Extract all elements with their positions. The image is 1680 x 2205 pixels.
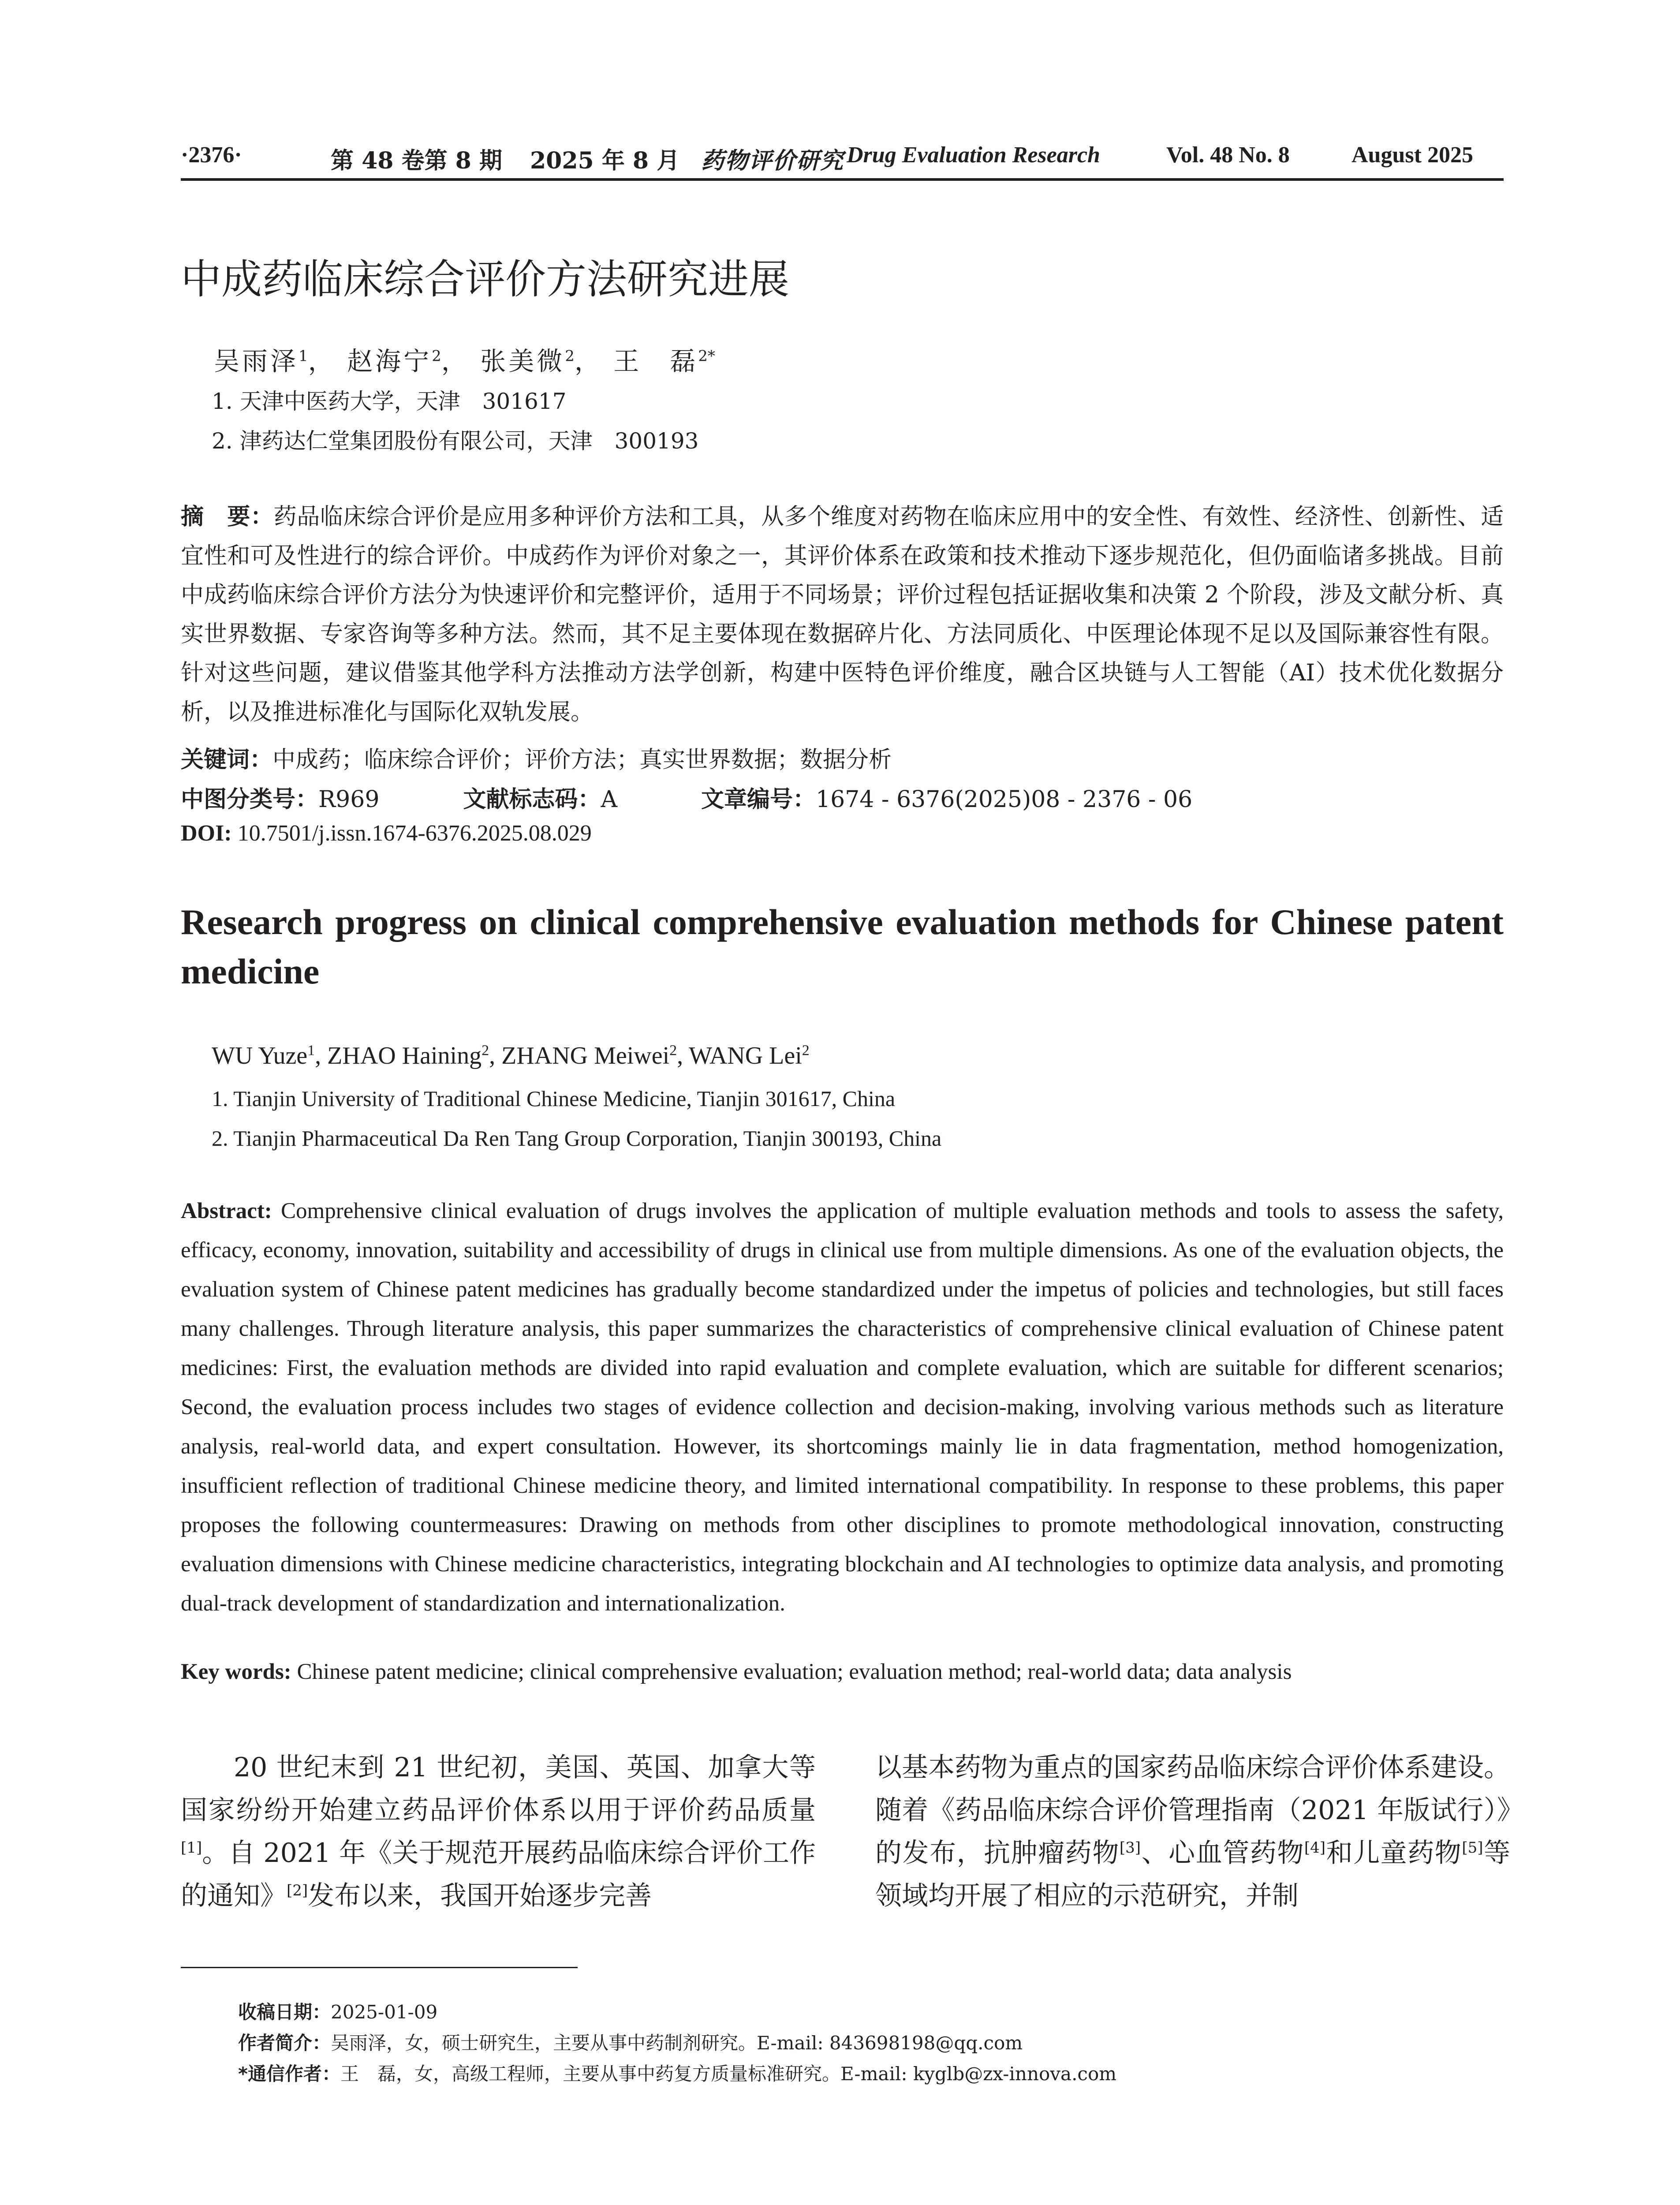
body-text: 、心血管药物 (1141, 1838, 1304, 1869)
received-label: 收稿日期： (238, 2001, 331, 2023)
article-no-label: 文章编号： (701, 786, 816, 813)
doi-label: DOI: (181, 821, 232, 846)
classification-line (181, 781, 1192, 814)
title-cn: 中成药临床综合评价方法研究进展 (181, 256, 790, 303)
title-en: Research progress on clinical comprehensive evaluation methods for Chinese patent medicine (181, 902, 1504, 991)
abstract-cn (181, 497, 1504, 732)
running-header (181, 138, 1504, 178)
author-sup: 1 (299, 347, 308, 365)
journal-logo-cn: 药物评价研究 (701, 147, 844, 174)
clc-value: R969 (318, 786, 380, 813)
doi-line (181, 820, 592, 846)
author-name: ZHAO Haining (327, 1042, 482, 1069)
author-sup: 2 (802, 1042, 810, 1059)
citation-ref[interactable]: [4] (1304, 1839, 1326, 1857)
affiliation-en: 1. Tianjin University of Traditional Chinese Medicine, Tianjin 301617, China (212, 1086, 896, 1111)
author-sup: 2* (698, 347, 715, 365)
corresponding-label: *通信作者： (238, 2063, 340, 2085)
body-column-right (875, 1746, 1510, 1917)
author-name: WANG Lei (689, 1042, 802, 1069)
author-bio-label: 作者简介： (238, 2032, 331, 2054)
journal-name-en: Drug Evaluation Research (847, 142, 1100, 168)
received-value: 2025-01-09 (331, 2001, 438, 2023)
author-name: WU Yuze (212, 1042, 308, 1069)
author-name: 吴雨泽 (214, 346, 299, 376)
abstract-cn-label: 摘 要： (181, 504, 274, 530)
body-text: 等领域均开展了相应的示范研究，并制 (875, 1838, 1511, 1911)
author-sup: 1 (307, 1042, 315, 1059)
clc-label: 中图分类号： (181, 786, 319, 813)
affiliation-en: 2. Tianjin Pharmaceutical Da Ren Tang Group Corporation, Tianjin 300193, China (212, 1126, 942, 1151)
body-text: 。自 2021 年《关于规范开展药品临床综合评价工作的通知》 (181, 1838, 816, 1911)
footnote-author (238, 2029, 1023, 2055)
header-rule (181, 178, 1504, 181)
footnote-rule (181, 1967, 578, 1968)
abstract-en-label: Abstract: (181, 1199, 272, 1223)
doc-code-label: 文献标志码： (463, 786, 601, 813)
keywords-en-label: Key words: (181, 1659, 291, 1684)
citation-ref[interactable]: [5] (1462, 1839, 1483, 1857)
affiliation-cn: 1. 天津中医药大学，天津 301617 (212, 389, 567, 414)
citation-ref[interactable]: [1] (181, 1839, 202, 1857)
author-sup: 2 (432, 347, 441, 365)
abstract-en (181, 1192, 1504, 1623)
body-text: 发布以来，我国开始逐步完善 (308, 1880, 652, 1911)
body-text: 和儿童药物 (1325, 1838, 1462, 1869)
body-column-left (181, 1746, 816, 1917)
doc-code-value: A (601, 786, 617, 813)
citation-ref[interactable]: [2] (287, 1882, 308, 1899)
footnote-received (238, 1998, 437, 2024)
authors-en: WU Yuze$^1$, ZHAO Haining$^2$, ZHANG Meiwei$^2$, WANG Lei$^2$ (212, 1042, 810, 1069)
author-name: 张美微 (480, 346, 565, 376)
body-text: 20 世纪末到 21 世纪初，美国、英国、加拿大等国家纷纷开始建立药品评价体系以用于评价药品质量 (181, 1752, 816, 1826)
citation-ref[interactable]: [3] (1119, 1839, 1141, 1857)
author-bio-value: 吴雨泽，女，硕士研究生，主要从事中药制剂研究。E-mail: 843698198@qq.com (331, 2032, 1023, 2054)
author-sup: 2 (482, 1042, 489, 1059)
corresponding-value: 王 磊，女，高级工程师，主要从事中药复方质量标准研究。E-mail: kyglb@zx-innova.com (340, 2063, 1117, 2085)
date-cn: 2025 年 8 月 (530, 147, 680, 174)
footnote-corresponding (238, 2059, 1116, 2086)
keywords-cn-label: 关键词： (181, 747, 273, 773)
keywords-cn (181, 741, 892, 774)
authors-cn: 吴雨泽$^1$， 赵海宁$^2$， 张美微$^2$， 王 磊$^{2*}$ (214, 346, 715, 376)
keywords-en (181, 1659, 1292, 1685)
abstract-cn-text: 药品临床综合评价是应用多种评价方法和工具，从多个维度对药物在临床应用中的安全性、有效性、经济性、创新性、适宜性和可及性进行的综合评价。中成药作为评价对象之一，其评价体系在政策和技术推动下逐步规范化，但仍面临诸多挑战。目前中成药临床综合评价方法分为快速评价和完整评价，适用于不同场景；评价过程包括证据收集和决策 2 个阶段，涉及文献分析、真实世界数据、专家咨询等多种方法。然而，其不足主要体现在数据碎片化、方法同质化、中医理论体现不足以及国际兼容性有限。针对这些问题，建议借鉴其他学科方法推动方法学创新，构建中医特色评价维度，融合区块链与人工智能（AI）技术优化数据分析，以及推进标准化与国际化双轨发展。 (181, 504, 1504, 725)
keywords-cn-text: 中成药；临床综合评价；评价方法；真实世界数据；数据分析 (273, 747, 892, 773)
author-name: ZHANG Meiwei (501, 1042, 670, 1069)
doi-value[interactable]: 10.7501/j.issn.1674-6376.2025.08.029 (237, 821, 592, 846)
author-name: 王 磊 (613, 346, 698, 376)
date-en: August 2025 (1351, 142, 1473, 168)
keywords-en-text: Chinese patent medicine; clinical comprehensive evaluation; evaluation method; real-world data; data analysis (297, 1659, 1292, 1684)
page-number: ·2376· (181, 142, 242, 168)
volume-en: Vol. 48 No. 8 (1166, 142, 1290, 168)
author-name: 赵海宁 (347, 346, 432, 376)
affiliation-cn: 2. 津药达仁堂集团股份有限公司，天津 300193 (212, 428, 699, 454)
author-sup: 2 (669, 1042, 677, 1059)
article-no-value: 1674 - 6376(2025)08 - 2376 - 06 (816, 786, 1193, 813)
body-text: 以基本药物为重点的国家药品临床综合评价体系建设。随着《药品临床综合评价管理指南（2021 年版试行）》的发布，抗肿瘤药物 (875, 1752, 1510, 1869)
author-sup: 2 (565, 347, 575, 365)
abstract-en-text: Comprehensive clinical evaluation of drugs involves the application of multiple evaluation methods and tools to assess the safety, efficacy, economy, innovation, suitability and accessibility of drugs in clinical use from multiple dimensions. As one of the evaluation objects, the evaluation system of Chinese patent medicines has gradually become standardized under the impetus of policies and technologies, but still faces many challenges. Through literature analysis, this paper summarizes the characteristics of comprehensive clinical evaluation of Chinese patent medicines: First, the evaluation methods are divided into rapid evaluation and complete evaluation, which are suitable for different scenarios; Second, the evaluation process includes two stages of evidence collection and decision-making, involving various methods such as literature analysis, real-world data, and expert consultation. However, its shortcomings mainly lie in data fragmentation, method homogenization, insufficient reflection of traditional Chinese medicine theory, and limited international compatibility. In response to these problems, this paper proposes the following countermeasures: Drawing on methods from other disciplines to promote methodological innovation, constructing evaluation dimensions with Chinese medicine characteristics, integrating blockchain and AI technologies to optimize data analysis, and promoting dual-track development of standardization and internationalization. (181, 1199, 1504, 1616)
volume-cn: 第 48 卷第 8 期 (331, 147, 502, 174)
